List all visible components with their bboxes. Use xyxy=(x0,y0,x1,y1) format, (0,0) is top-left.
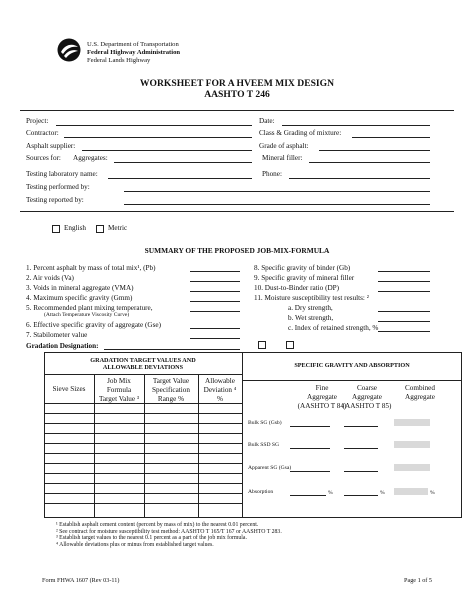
grade-asphalt-field[interactable] xyxy=(319,150,430,151)
aggregates-field[interactable] xyxy=(114,162,252,163)
testing-lab-field[interactable] xyxy=(108,178,252,179)
fhwa-logo xyxy=(57,38,81,62)
agency-line1: U.S. Department of Transportation xyxy=(87,41,179,48)
dot-emblem-icon xyxy=(57,38,81,62)
testing-performed-field[interactable] xyxy=(124,191,430,192)
agency-line3: Federal Lands Highway xyxy=(87,57,151,64)
summary-field-5[interactable] xyxy=(190,311,240,312)
testing-reported-label: Testing reported by: xyxy=(26,196,84,204)
col-allow-2: Deviation ⁴ xyxy=(203,386,237,394)
col-combined-header xyxy=(392,384,448,402)
table-row-rule xyxy=(44,493,242,494)
summary-field-10[interactable] xyxy=(378,291,430,292)
absorption-coarse-field[interactable] xyxy=(344,495,378,496)
grade-asphalt-label: Grade of asphalt: xyxy=(259,142,309,150)
footnotes xyxy=(56,522,282,548)
apparent-sg-combined-cell[interactable] xyxy=(394,464,430,471)
absorption-coarse-pct: % xyxy=(380,490,385,496)
summary-item-5-note: (Attach Temperature Viscosity Curve) xyxy=(44,312,130,318)
col-coarse-3: (AASHTO T 85) xyxy=(342,402,392,410)
col-jobmix-1: Job Mix xyxy=(107,377,131,385)
absorption-combined-pct: % xyxy=(430,490,435,496)
summary-field-9[interactable] xyxy=(378,281,430,282)
gradation-checkbox-2[interactable] xyxy=(286,341,294,349)
table-row-rule xyxy=(44,503,242,504)
footnote-4: ⁴ Allowable deviations plus or minus from established target values. xyxy=(56,541,214,548)
project-field[interactable] xyxy=(56,125,252,126)
absorption-fine-field[interactable] xyxy=(290,495,326,496)
sources-for-label: Sources for: xyxy=(26,154,61,162)
bulk-sg-coarse-field[interactable] xyxy=(344,426,378,427)
col-jobmix-2: Formula xyxy=(106,386,132,394)
table-row-rule xyxy=(44,463,242,464)
summary-field-4[interactable] xyxy=(190,301,240,302)
table-row-rule xyxy=(44,483,242,484)
metric-checkbox[interactable] xyxy=(96,225,104,233)
table-row-rule xyxy=(44,473,242,474)
col-combined-1: Combined xyxy=(405,384,435,392)
right-header-rule xyxy=(242,380,462,381)
summary-field-8[interactable] xyxy=(378,271,430,272)
phone-label: Phone: xyxy=(262,170,282,178)
bulk-sg-combined-cell[interactable] xyxy=(394,419,430,426)
summary-field-11b[interactable] xyxy=(378,321,430,322)
apparent-sg-fine-field[interactable] xyxy=(290,471,330,472)
testing-lab-label: Testing laboratory name: xyxy=(26,170,98,178)
summary-item-5: 5. Recommended plant mixing temperature, xyxy=(26,304,153,312)
summary-item-1: 1. Percent asphalt by mass of total mix¹, (Pb) xyxy=(26,264,156,272)
footnote-1: ¹ Establish asphalt cement content (percent by mass of mix) to the nearest 0.01 percent. xyxy=(56,522,259,528)
header-divider-bottom xyxy=(20,211,454,212)
col-target-header xyxy=(144,377,198,404)
left-heading-2: ALLOWABLE DEVIATIONS xyxy=(102,364,184,371)
bulk-ssd-combined-cell[interactable] xyxy=(394,441,430,448)
col-target-1: Target Value xyxy=(152,377,190,385)
apparent-sg-label: Apparent SG (Gsa) xyxy=(248,465,292,471)
col-coarse-2: Aggregate xyxy=(352,393,382,401)
summary-item-2: 2. Air voids (Va) xyxy=(26,274,74,282)
title-line1: WORKSHEET FOR A HVEEM MIX DESIGN xyxy=(139,78,335,89)
bulk-ssd-coarse-field[interactable] xyxy=(344,448,378,449)
form-number: Form FHWA 1607 (Rev 03-11) xyxy=(42,577,120,584)
left-section-heading xyxy=(44,357,242,371)
summary-field-6[interactable] xyxy=(190,328,240,329)
summary-item-4: 4. Maximum specific gravity (Gmm) xyxy=(26,294,133,302)
footnote-3: ³ Establish target values to the nearest 0.1 percent as a part of the job mix formula. xyxy=(56,535,247,542)
left-heading-1: GRADATION TARGET VALUES AND xyxy=(90,357,196,364)
class-grading-field[interactable] xyxy=(352,137,430,138)
gradation-field[interactable] xyxy=(104,349,240,350)
col-coarse-header xyxy=(338,384,396,411)
summary-field-7[interactable] xyxy=(190,338,240,339)
gradation-checkbox-1[interactable] xyxy=(258,341,266,349)
page-title xyxy=(0,78,474,100)
absorption-label: Absorption xyxy=(248,489,274,495)
table-section-divider xyxy=(242,352,243,518)
contractor-field[interactable] xyxy=(64,137,252,138)
col-allow-3: % xyxy=(217,395,223,403)
bulk-sg-fine-field[interactable] xyxy=(290,426,330,427)
summary-item-10: 10. Dust-to-Binder ratio (DP) xyxy=(254,284,340,292)
summary-field-11c[interactable] xyxy=(378,331,430,332)
apparent-sg-coarse-field[interactable] xyxy=(344,471,378,472)
summary-heading: SUMMARY OF THE PROPOSED JOB-MIX-FORMULA xyxy=(144,246,330,255)
project-label: Project: xyxy=(26,117,49,125)
table-row-rule xyxy=(44,433,242,434)
summary-item-11b: b. Wet strength, xyxy=(288,314,334,322)
metric-label: Metric xyxy=(108,224,128,232)
bulk-ssd-fine-field[interactable] xyxy=(290,448,330,449)
title-line2: AASHTO T 246 xyxy=(204,89,270,100)
header-divider-top xyxy=(20,110,454,111)
contractor-label: Contractor: xyxy=(26,129,59,137)
aggregates-label: Aggregates: xyxy=(73,154,108,162)
col-fine-1: Fine xyxy=(315,384,329,392)
right-section-heading: SPECIFIC GRAVITY AND ABSORPTION xyxy=(294,362,410,369)
testing-performed-label: Testing performed by: xyxy=(26,183,90,191)
absorption-fine-pct: % xyxy=(328,490,333,496)
table-row-rule xyxy=(44,413,242,414)
mineral-filler-field[interactable] xyxy=(309,162,430,163)
summary-field-11a[interactable] xyxy=(378,311,430,312)
class-grading-label: Class & Grading of mixture: xyxy=(259,129,342,137)
english-checkbox[interactable] xyxy=(52,225,60,233)
gradation-label: Gradation Designation: xyxy=(26,342,99,350)
summary-item-9: 9. Specific gravity of mineral filler xyxy=(254,274,355,282)
col-allow-1: Allowable xyxy=(205,377,235,385)
col-target-3: Range % xyxy=(157,395,185,403)
asphalt-supplier-field[interactable] xyxy=(82,150,252,151)
testing-reported-field[interactable] xyxy=(124,204,430,205)
col-fine-3: (AASHTO T 84) xyxy=(297,402,347,410)
footnote-2: ² See contract for moisture susceptibility test method: AASHTO T 165/T 167 or AASHTO T 283. xyxy=(56,528,282,535)
col-coarse-1: Coarse xyxy=(357,384,377,392)
asphalt-supplier-label: Asphalt supplier: xyxy=(26,142,76,150)
summary-field-3[interactable] xyxy=(190,291,240,292)
col-fine-2: Aggregate xyxy=(307,393,337,401)
summary-field-2[interactable] xyxy=(190,281,240,282)
agency-line2: Federal Highway Administration xyxy=(87,49,181,56)
col-jobmix-header xyxy=(94,377,144,404)
summary-item-11c: c. Index of retained strength, % xyxy=(288,324,379,332)
english-label: English xyxy=(64,224,86,232)
summary-field-1[interactable] xyxy=(190,271,240,272)
phone-field[interactable] xyxy=(289,178,430,179)
bulk-ssd-label: Bulk SSD SG xyxy=(248,442,280,448)
left-header-rule xyxy=(44,374,242,375)
date-label: Date: xyxy=(259,117,275,125)
summary-item-11a: a. Dry strength, xyxy=(288,304,333,312)
table-row-rule xyxy=(44,453,242,454)
col-sieve-header: Sieve Sizes xyxy=(52,385,86,393)
mineral-filler-label: Mineral filler: xyxy=(262,154,303,162)
date-field[interactable] xyxy=(282,125,430,126)
table-row-rule xyxy=(44,423,242,424)
col-target-2: Specification xyxy=(152,386,190,394)
summary-item-3: 3. Voids in mineral aggregate (VMA) xyxy=(26,284,134,292)
page-number: Page 1 of 5 xyxy=(404,577,433,584)
summary-item-7: 7. Stabilometer value xyxy=(26,331,88,339)
agency-block xyxy=(87,41,180,65)
col-jobmix-3: Target Value ³ xyxy=(98,395,140,403)
absorption-combined-cell[interactable] xyxy=(394,488,428,495)
col-allow-header xyxy=(198,377,242,404)
summary-item-8: 8. Specific gravity of binder (Gb) xyxy=(254,264,351,272)
summary-item-11: 11. Moisture susceptibility test results: ² xyxy=(254,294,369,302)
summary-item-6: 6. Effective specific gravity of aggregate (Gse) xyxy=(26,321,161,329)
col-combined-2: Aggregate xyxy=(405,393,435,401)
bulk-sg-label: Bulk SG (Gsb) xyxy=(248,420,282,426)
table-row-rule xyxy=(44,443,242,444)
